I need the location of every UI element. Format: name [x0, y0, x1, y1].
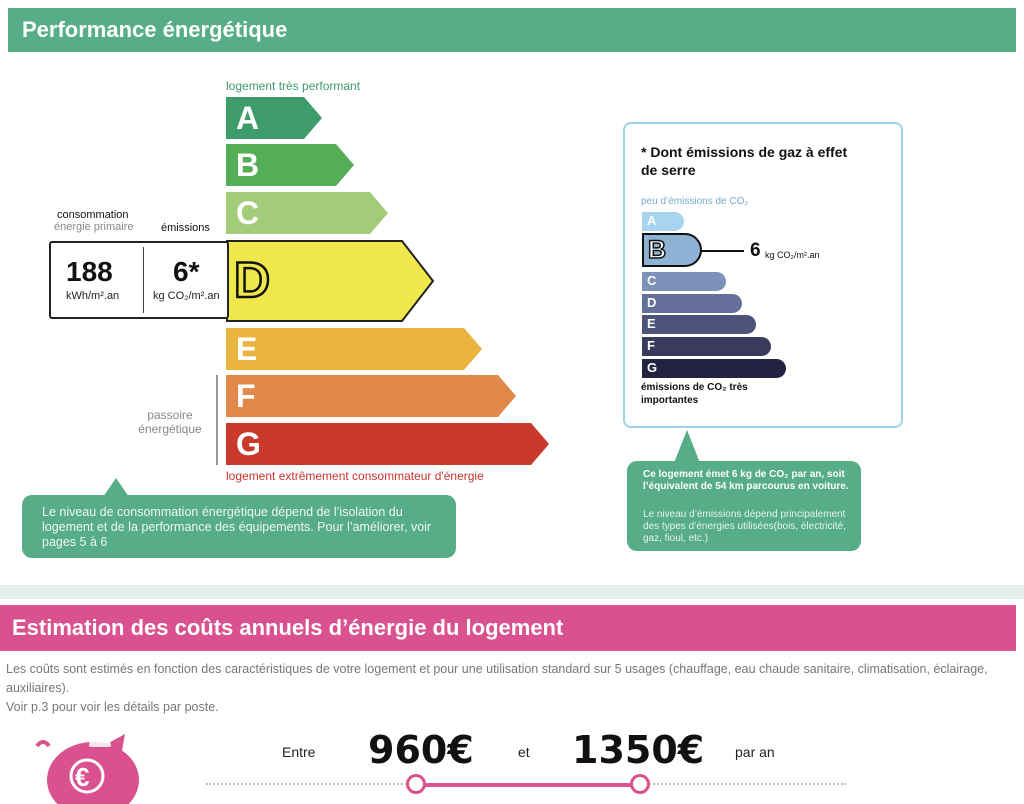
costs-per-year-label: par an — [735, 744, 775, 760]
class-bar-a: A — [226, 97, 322, 139]
ges-low-label: peu d’émissions de CO₂ — [641, 196, 749, 207]
costs-intro-line2: Voir p.3 pour voir les détails par poste. — [6, 700, 219, 714]
ges-title: * Dont émissions de gaz à effet de serre — [641, 144, 848, 178]
ges-bar-f: F — [642, 337, 771, 356]
ges-bar-g: G — [642, 359, 786, 378]
costs-title: Estimation des coûts annuels d’énergie du logement — [12, 615, 564, 640]
cost-low-value: 960€ — [368, 728, 474, 772]
piggy-currency-symbol: € — [75, 762, 90, 792]
costs-intro-line1: Les coûts sont estimés en fonction des caractéristiques de votre logement et pour une utilisation standard sur 5 usages (chauffage, eau chaude sanitaire, climatisation, éclairage, auxiliaires). — [6, 662, 988, 695]
performance-title: Performance énergétique — [22, 17, 288, 42]
ges-bar-a: A — [642, 212, 684, 231]
class-bar-f: F — [226, 375, 516, 417]
class-bar-c: C — [226, 192, 388, 234]
cost-range-bar — [415, 783, 639, 787]
performance-header — [8, 8, 1016, 52]
consumption-label: consommation — [57, 209, 129, 221]
energy-callout — [22, 495, 456, 558]
cost-high-marker — [630, 774, 650, 794]
emissions-value: 6* — [173, 256, 200, 287]
emissions-label: émissions — [161, 222, 210, 234]
ges-pointer-line — [702, 250, 744, 252]
ges-bar-b-current: B — [642, 233, 702, 267]
section-separator — [0, 585, 1024, 599]
ges-bar-c: C — [642, 272, 726, 291]
ges-value: 6 — [750, 240, 761, 261]
energy-callout-text: Le niveau de consommation énergétique dépend de l’isolation du logement et de la performance des équipements. Pour l’améliorer, voir pages 5 à 6 — [42, 505, 432, 549]
class-bar-d-current: D — [226, 240, 436, 322]
passoire-bracket — [216, 375, 218, 465]
ges-bar-e: E — [642, 315, 756, 334]
box-divider — [143, 247, 144, 313]
ges-callout-text: Le niveau d’émissions dépend principalement des types d’énergies utilisées(bois, électricité, gaz, fioul, etc.) — [643, 509, 846, 544]
cost-high-value: 1350€ — [572, 728, 705, 772]
ges-callout-pointer — [674, 430, 700, 463]
ges-high-label: émissions de CO₂ très importantes — [641, 382, 748, 406]
ges-unit: kg CO₂/m².an — [765, 250, 820, 260]
emissions-unit: kg CO₂/m².an — [153, 290, 220, 302]
ges-callout-bold: Ce logement émet 6 kg de CO₂ par an, soit l’équivalent de 54 km parcourus en voiture. — [643, 469, 849, 492]
consumption-value: 188 — [66, 256, 113, 287]
class-bar-e: E — [226, 328, 482, 370]
consumption-unit: kWh/m².an — [66, 290, 120, 302]
scale-top-label: logement très performant — [226, 79, 361, 93]
class-bar-b: B — [226, 144, 354, 186]
class-bar-g: G — [226, 423, 549, 465]
ges-callout — [627, 461, 861, 551]
consumption-sublabel: énergie primaire — [54, 221, 134, 233]
scale-bottom-label: logement extrêmement consommateur d'énergie — [226, 469, 484, 483]
cost-low-marker — [406, 774, 426, 794]
costs-intro — [6, 660, 1016, 717]
costs-header — [0, 605, 1016, 651]
costs-and-label: et — [518, 744, 530, 760]
ges-bar-d: D — [642, 294, 742, 313]
passoire-label: passoire énergétique — [138, 408, 202, 436]
costs-between-label: Entre — [282, 744, 316, 760]
